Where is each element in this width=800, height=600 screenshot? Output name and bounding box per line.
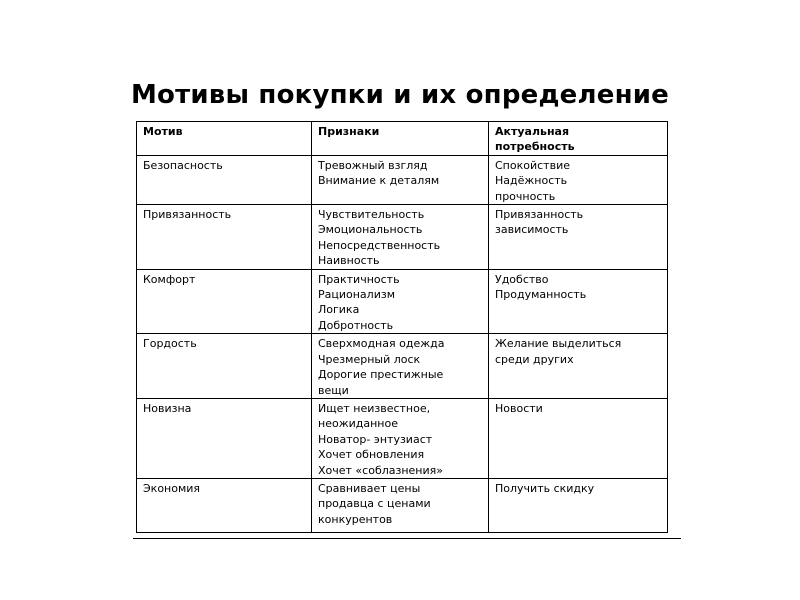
sign-line: конкурентов <box>318 512 393 526</box>
need-line: среди других <box>495 352 574 366</box>
header-signs: Признаки <box>312 122 489 156</box>
sign-line: Чрезмерный лоск <box>318 352 421 366</box>
table-row <box>137 269 668 334</box>
table-row <box>137 155 668 204</box>
sign-line: Практичность <box>318 272 400 286</box>
motive-cell: Комфорт <box>137 269 312 334</box>
need-cell <box>489 155 668 204</box>
sign-line: Тревожный взгляд <box>318 158 428 172</box>
sign-line: Ищет неизвестное, <box>318 401 431 415</box>
motive-cell: Привязанность <box>137 205 312 270</box>
signs-cell <box>312 269 489 334</box>
need-cell <box>489 205 668 270</box>
sign-line: неожиданное <box>318 417 398 431</box>
signs-cell <box>312 155 489 204</box>
table-row <box>137 398 668 478</box>
motive-cell: Новизна <box>137 398 312 478</box>
signs-cell <box>312 478 489 532</box>
header-need-line: Актуальная <box>495 125 570 138</box>
table-header-row <box>137 122 668 156</box>
motives-table <box>136 121 668 533</box>
sign-line: Дорогие престижные <box>318 368 444 382</box>
sign-line: Логика <box>318 303 360 317</box>
need-line: Надёжность <box>495 174 568 188</box>
header-need <box>489 122 668 156</box>
sign-line: продавца с ценами <box>318 497 431 511</box>
need-line: Продуманность <box>495 288 587 302</box>
sign-line: Наивность <box>318 254 380 268</box>
signs-cell <box>312 334 489 399</box>
sign-line: Рационализм <box>318 288 395 302</box>
table-row <box>137 334 668 399</box>
motive-cell: Гордость <box>137 334 312 399</box>
footer-divider <box>133 538 681 539</box>
need-line: Желание выделиться <box>495 337 622 351</box>
need-line: Новости <box>495 401 543 415</box>
sign-line: Эмоциональность <box>318 223 423 237</box>
sign-line: Новатор- энтузиаст <box>318 432 433 446</box>
signs-cell <box>312 398 489 478</box>
need-line: прочность <box>495 189 556 203</box>
need-line: зависимость <box>495 223 569 237</box>
header-motive: Мотив <box>137 122 312 156</box>
slide-title: Мотивы покупки и их определение <box>130 80 670 110</box>
need-line: Спокойствие <box>495 158 570 172</box>
need-line: Получить скидку <box>495 481 595 495</box>
sign-line: вещи <box>318 383 349 397</box>
sign-line: Внимание к деталям <box>318 174 440 188</box>
sign-line: Чувствительность <box>318 208 425 222</box>
header-need-line: потребность <box>495 140 575 154</box>
need-cell <box>489 334 668 399</box>
need-line: Привязанность <box>495 208 584 222</box>
sign-line: Добротность <box>318 318 394 332</box>
sign-line: Сравнивает цены <box>318 481 421 495</box>
need-cell <box>489 398 668 478</box>
need-cell <box>489 478 668 532</box>
table-row <box>137 205 668 270</box>
table-row <box>137 478 668 532</box>
motive-cell: Безопасность <box>137 155 312 204</box>
motive-cell: Экономия <box>137 478 312 532</box>
need-line: Удобство <box>495 272 549 286</box>
sign-line: Непосредственность <box>318 238 441 252</box>
sign-line: Хочет «соблазнения» <box>318 463 443 477</box>
signs-cell <box>312 205 489 270</box>
sign-line: Хочет обновления <box>318 448 425 462</box>
sign-line: Сверхмодная одежда <box>318 337 445 351</box>
need-cell <box>489 269 668 334</box>
